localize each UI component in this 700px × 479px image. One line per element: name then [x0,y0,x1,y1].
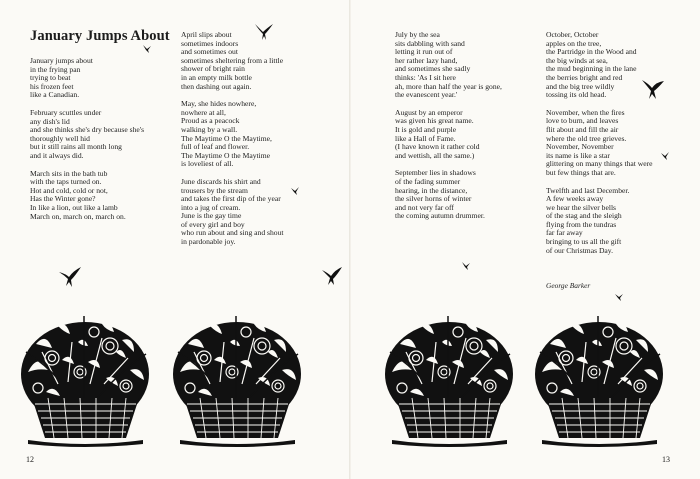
poem-line: flying from the tundras [546,219,617,229]
poem-line: nowhere at all, [181,107,226,117]
poem-line: and sometimes she sadly [395,64,471,74]
poem-line: February scuttles under [30,107,102,117]
poem-line: and takes the first dip of the year [181,194,281,204]
poem-column-4 [546,31,653,264]
poem-line: apples on the tree, [546,38,602,48]
flower-basket-illustration [382,312,517,447]
stanza [30,109,144,161]
swallow-icon [641,78,665,100]
swallow-icon [290,186,300,196]
stanza [181,178,284,247]
flower-basket-illustration [18,312,153,447]
poem-line: like a Hall of Fame. [395,133,456,143]
poem-line: walking by a wall. [181,124,238,134]
poem-line: where the old tree grieves. [546,133,627,143]
poem-line: January jumps about [30,56,93,65]
poem-line: the mud beginning in the lane [546,64,637,74]
poem-column-1 [30,57,144,230]
author-signature: George Barker [546,281,591,290]
poem-line: like a Canadian. [30,90,80,100]
stanza [546,187,653,256]
poem-line: the coming autumn drummer. [395,211,485,221]
poem-line: and not very far off [395,202,454,212]
poem-line: of the stag and the sleigh [546,211,622,221]
poem-column-3 [395,31,502,230]
stanza [546,109,653,178]
poem-line: of the fading summer [395,176,461,186]
page-number-left: 12 [26,455,34,464]
poem-line: October, October [546,30,599,39]
poem-line: April slips about [181,30,232,39]
poem-line: sometimes indoors [181,38,239,48]
poem-line: love to burn, and leaves [546,116,619,126]
poem-line: Proud as a peacock [181,116,240,126]
poem-column-2 [181,31,284,256]
stanza [395,31,502,100]
poem-line: and it always did. [30,150,84,160]
poem-line: his frozen feet [30,81,74,91]
swallow-icon [321,266,343,286]
page-number-right: 13 [662,455,670,464]
poem-line: bringing to us all the gift [546,237,622,247]
poem-line: sits dabbling with sand [395,38,465,48]
poem-line: A few weeks away [546,194,604,204]
poem-line: and sometimes out [181,47,238,57]
poem-line: who run about and sing and shout [181,228,284,238]
poem-line: tossing its old head. [546,90,607,100]
poem-line: was given his great name. [395,116,474,126]
poem-line: June discards his shirt and [181,176,261,186]
poem-line: but it still rains all month long [30,142,122,152]
poem-line: any dish's lid [30,116,70,126]
poem-line: the silver horns of winter [395,194,472,204]
poem-line: its name is like a star [546,150,610,160]
poem-line: March on, march on, march on. [30,211,126,221]
poem-line: far far away [546,228,583,238]
poem-line: full of leaf and flower. [181,142,250,152]
poem-line: November, when the fires [546,107,625,117]
poem-line: the berries bright and red [546,72,623,82]
poem-line: the big winds at sea, [546,55,608,65]
poem-line: in the frying pan [30,64,81,74]
stanza [546,31,653,100]
poem-line: hearing, in the distance, [395,185,468,195]
poem-line: Twelfth and last December. [546,185,630,195]
poem-line: The Maytime O the Maytime, [181,133,272,143]
poem-line: In like a lion, out like a lamb [30,202,118,212]
poem-line: The Maytime O the Maytime [181,150,270,160]
swallow-icon [253,22,275,42]
poem-line: glittering on many things that were [546,159,653,169]
poem-line: the Partridge in the Wood and [546,47,637,57]
poem-title: January Jumps About [30,28,170,44]
poem-line: Has the Winter gone? [30,194,96,204]
poem-line: we hear the silver bells [546,202,617,212]
swallow-icon [614,293,624,301]
poem-line: thoroughly well hid [30,133,90,143]
stanza [30,57,144,100]
flower-basket-illustration [532,312,667,447]
flower-basket-illustration [170,312,305,447]
swallow-icon [58,266,82,288]
poem-line: thinks: 'As I sit here [395,72,456,82]
poem-line: trousers by the stream [181,185,248,195]
stanza [30,170,144,222]
poem-line: of our Christmas Day. [546,245,613,255]
poem-line: and she thinks she's dry because she's [30,125,145,135]
poem-line: March sits in the bath tub [30,168,108,178]
poem-line: and the big tree wildly [546,81,615,91]
poem-line: It is gold and purple [395,124,457,134]
swallow-icon [660,151,670,161]
poem-line: shower of bright rain [181,64,245,74]
poem-line: letting it run out of [395,47,453,57]
poem-line: and wettish, all the same.) [395,150,475,160]
swallow-icon [461,261,471,271]
poem-line: August by an emperor [395,107,463,117]
stanza [181,100,284,169]
poem-line: but few things that are. [546,167,616,177]
poem-line: Hot and cold, cold or not, [30,185,108,195]
poem-line: her rather lazy hand, [395,55,458,65]
poem-line: ah, more than half the year is gone, [395,81,502,91]
poem-line: then dashing out again. [181,81,252,91]
book-gutter [349,0,351,479]
poem-line: of every girl and boy [181,219,245,229]
poem-line: November, November [546,142,614,152]
poem-line: flit about and fill the air [546,124,619,134]
poem-line: the evanescent year.' [395,90,458,100]
poem-line: with the taps turned on. [30,177,102,187]
poem-line: in pardonable joy. [181,237,236,247]
poem-line: into a jug of cream. [181,202,241,212]
poem-line: (I have known it rather cold [395,142,480,152]
poem-line: July by the sea [395,30,440,39]
stanza [395,109,502,161]
poem-line: September lies in shadows [395,168,476,178]
poem-line: June is the gay time [181,211,242,221]
poem-line: trying to beat [30,73,71,83]
poem-line: in an empty milk bottle [181,72,252,82]
stanza [395,169,502,221]
poem-line: is loveliest of all. [181,159,234,169]
swallow-icon [142,44,152,54]
poem-line: sometimes sheltering from a little [181,55,284,65]
poem-line: May, she hides nowhere, [181,99,257,109]
